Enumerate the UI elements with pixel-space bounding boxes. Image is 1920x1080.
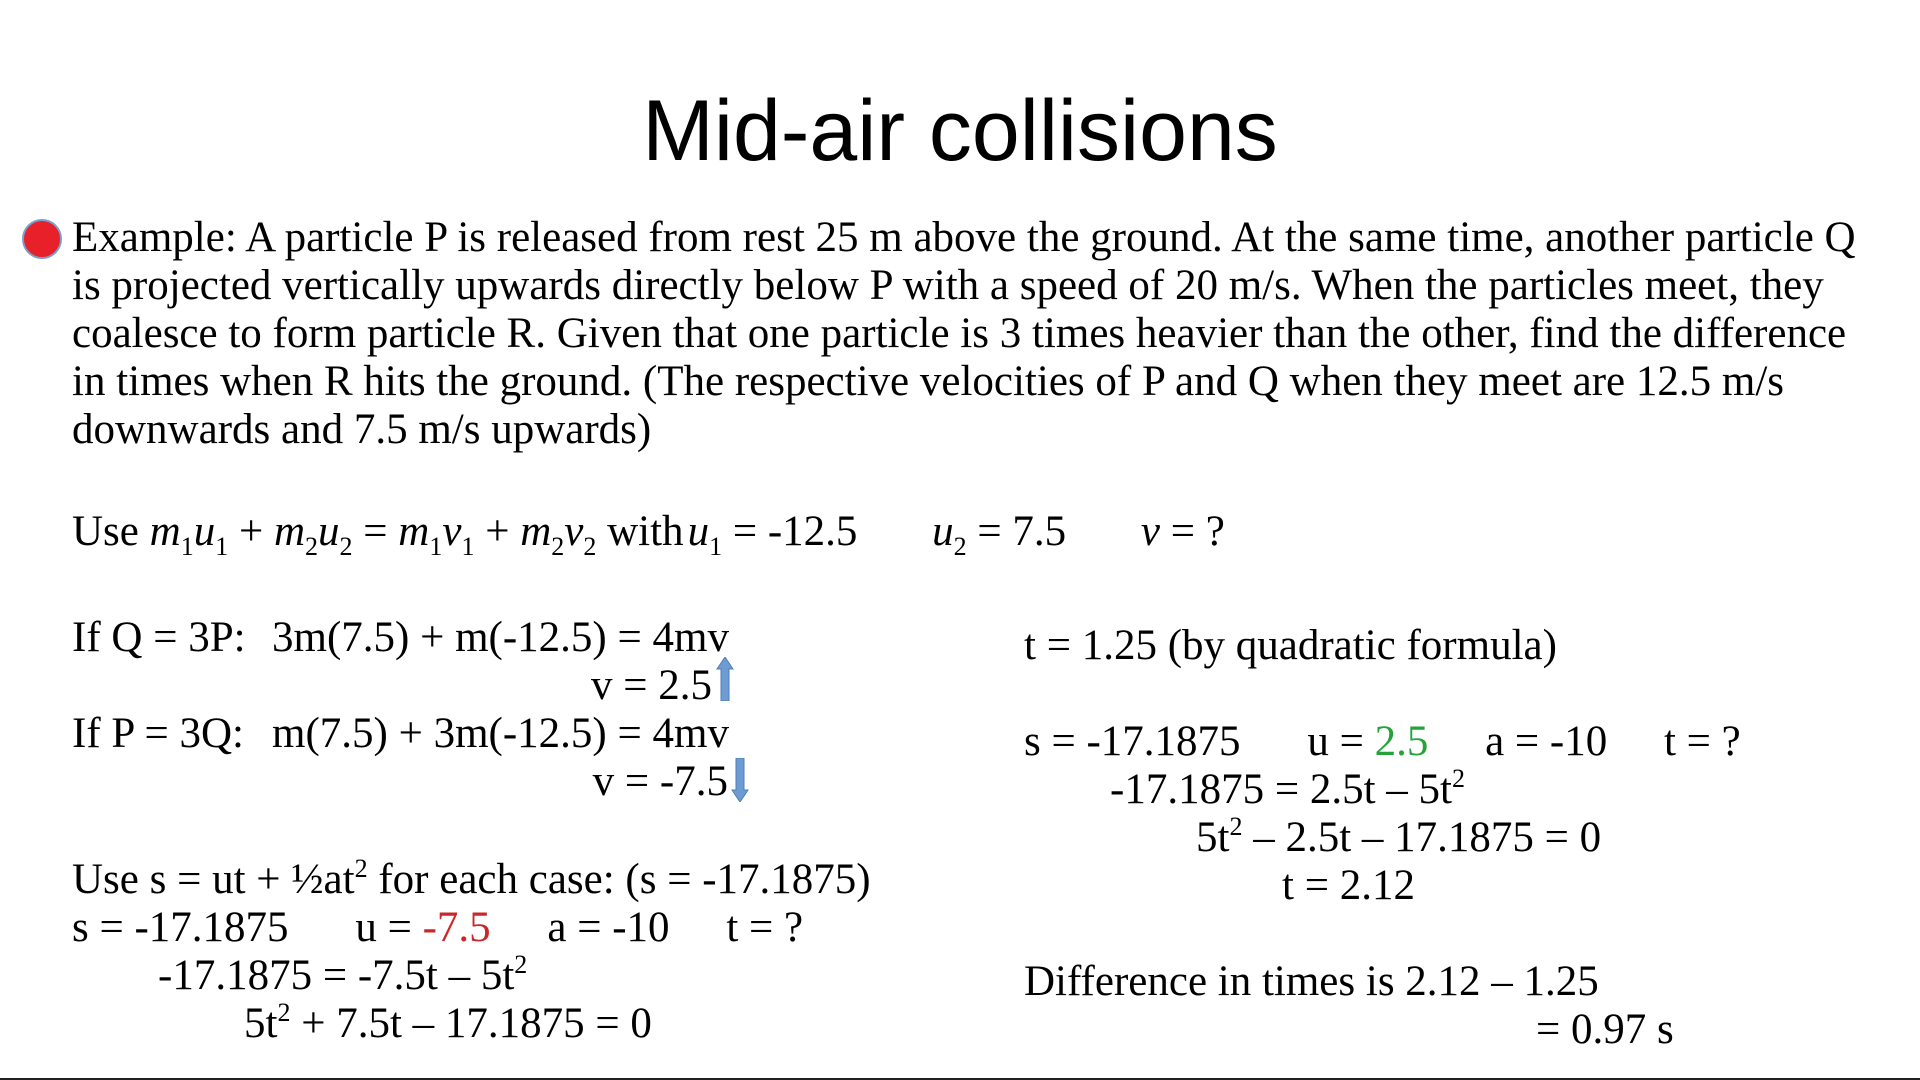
u1-value: -12.5 bbox=[767, 508, 858, 555]
bullet-icon bbox=[22, 219, 62, 259]
case2-equation: m(7.5) + 3m(-12.5) = 4mv bbox=[272, 710, 729, 757]
example-line: coalesce to form particle R. Given that one particle is 3 times heavier than the other, find the difference bbox=[72, 310, 1847, 357]
v-value: ? bbox=[1205, 508, 1225, 555]
right-t-result: t = 1.25 (by quadratic formula) bbox=[1024, 622, 1557, 669]
difference-line-2: = 0.97 s bbox=[1536, 1006, 1674, 1053]
left-suvat-values: s = -17.1875 u = -7.5 a = -10 t = ? bbox=[72, 904, 804, 951]
right-s: s = -17.1875 bbox=[1024, 718, 1241, 765]
example-paragraph bbox=[72, 214, 1902, 454]
right-u-value: 2.5 bbox=[1374, 718, 1429, 765]
example-line: Example: A particle P is released from rest 25 m above the ground. At the same time, another particle Q bbox=[72, 214, 1856, 261]
right-a: a = -10 bbox=[1485, 718, 1608, 765]
case2-result: v = -7.5 bbox=[592, 758, 728, 805]
case1-condition: If Q = 3P: bbox=[72, 614, 246, 661]
right-suvat-values: s = -17.1875 u = 2.5 a = -10 t = ? bbox=[1024, 718, 1741, 765]
right-t: t = ? bbox=[1663, 718, 1741, 765]
u2-value: 7.5 bbox=[1012, 508, 1067, 555]
example-line: in times when R hits the ground. (The respective velocities of P and Q when they meet are 12.5 m/s bbox=[72, 358, 1785, 405]
left-a: a = -10 bbox=[547, 904, 670, 951]
left-equation-1: $-17.1875 = -7.5t - 5t^2$ bbox=[158, 950, 528, 999]
up-arrow-icon bbox=[716, 657, 734, 701]
difference-line-1: Difference in times is 2.12 – 1.25 bbox=[1024, 958, 1599, 1005]
right-t2: t = 2.12 bbox=[1282, 862, 1415, 909]
example-line: downwards and 7.5 m/s upwards) bbox=[72, 406, 652, 453]
case2-condition: If P = 3Q: bbox=[72, 710, 244, 757]
left-s: s = -17.1875 bbox=[72, 904, 289, 951]
momentum-equation: Use $m_1u_1 + m_2u_2 = m_1v_1 + m_2v_2$ withu$_1$ = -12.5 $u_2 = 7.5$ v = ? bbox=[72, 508, 1225, 561]
case1-equation: 3m(7.5) + m(-12.5) = 4mv bbox=[272, 614, 729, 661]
right-equation-1: $-17.1875 = 2.5t - 5t^2$ bbox=[1110, 764, 1465, 813]
left-equation-2: $5t^2 + 7.5t - 17.1875 = 0$ bbox=[244, 998, 652, 1047]
left-u-value: -7.5 bbox=[422, 904, 491, 951]
use-label: Use bbox=[72, 508, 139, 555]
example-line: is projected vertically upwards directly below P with a speed of 20 m/s. When the particles meet, they bbox=[72, 262, 1824, 309]
right-equation-2: $5t^2 - 2.5t - 17.1875 = 0$ bbox=[1196, 812, 1602, 861]
with-label: with bbox=[607, 508, 684, 555]
down-arrow-icon bbox=[731, 758, 749, 802]
slide-title: Mid-air collisions bbox=[642, 83, 1278, 179]
case1-result: v = 2.5 bbox=[590, 662, 712, 709]
suvat-intro: Use s = ut + $\frac{1}{2}at^2$ for each case: (s = -17.1875) bbox=[72, 854, 871, 903]
left-t: t = ? bbox=[726, 904, 804, 951]
